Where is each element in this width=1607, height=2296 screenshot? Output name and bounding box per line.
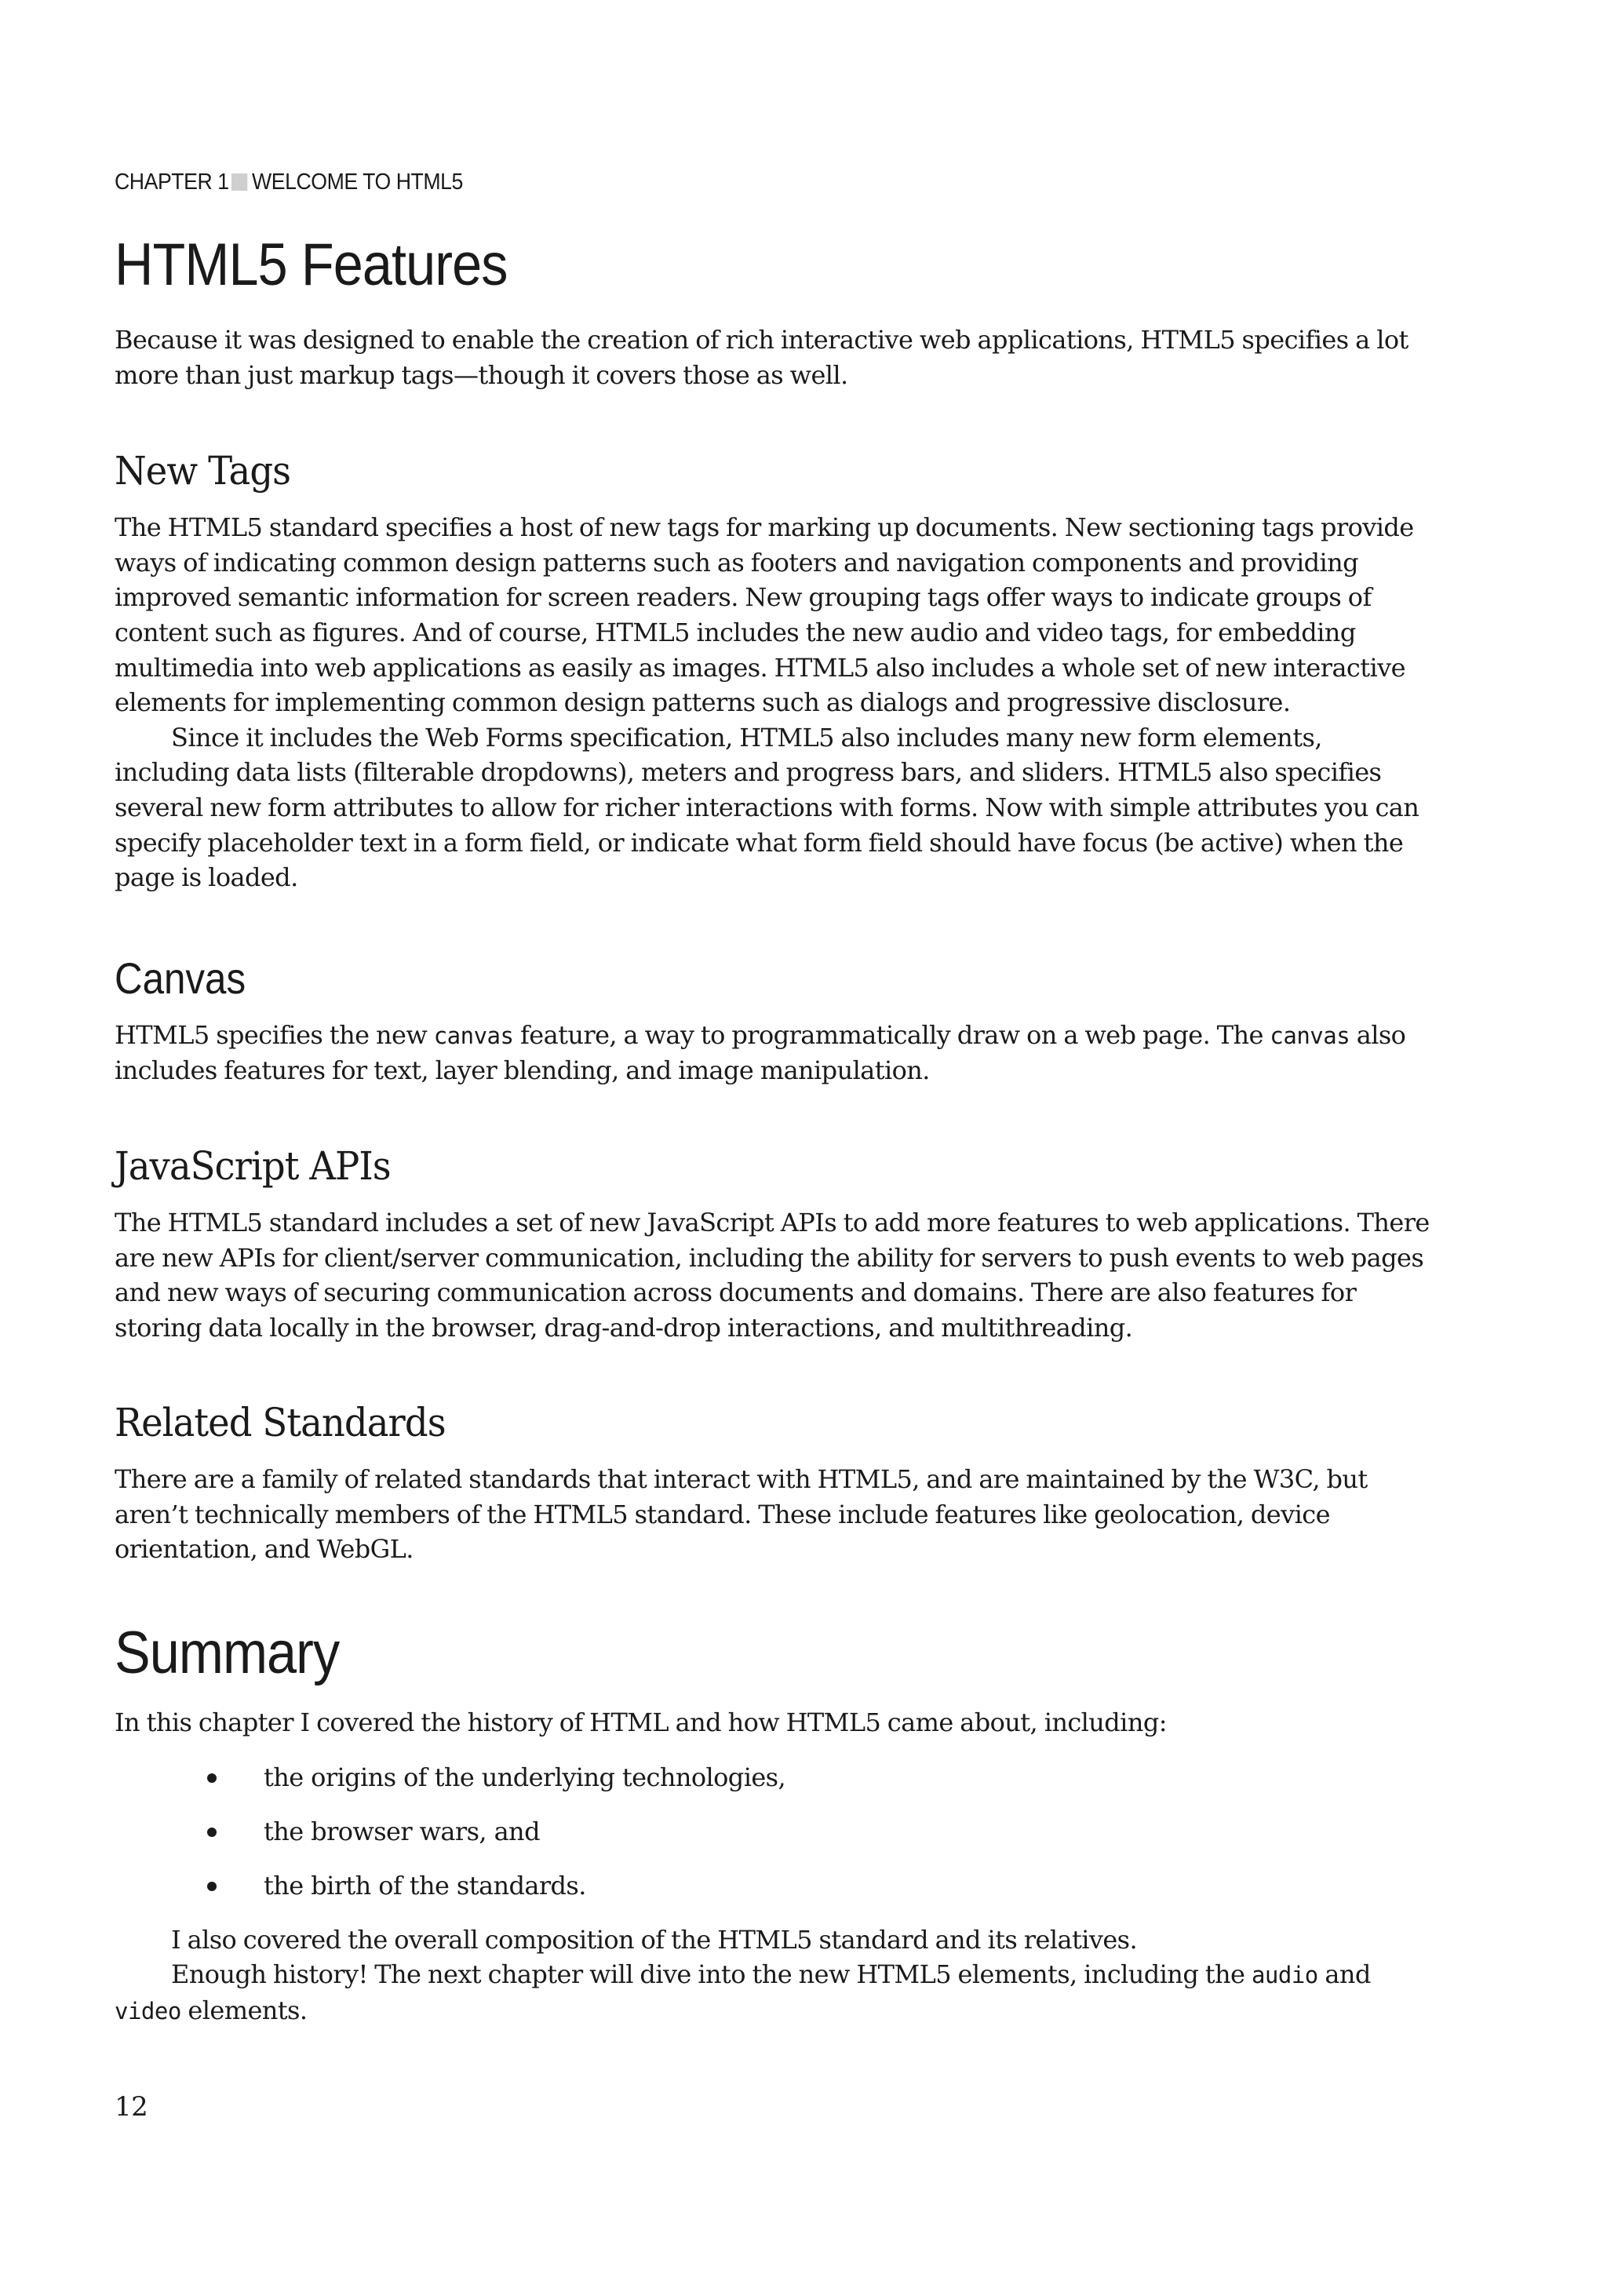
bullet-icon (207, 1882, 217, 1891)
canvas-text-1: HTML5 specifies the new (115, 1019, 434, 1050)
heading-javascript-apis: JavaScript APIs (115, 1143, 391, 1189)
summary-paragraph-3 (115, 1957, 1433, 2028)
summary-intro: In this chapter I covered the history of HTML and how HTML5 came about, including: (115, 1707, 1167, 1738)
chapter-label: CHAPTER 1 (115, 169, 229, 195)
summary-text-3: elements. (180, 1995, 308, 2025)
canvas-code-1: canvas (433, 1022, 514, 1049)
bullet-text: the origins of the underlying technologies, (264, 1762, 786, 1792)
summary-paragraph-2: I also covered the overall composition of the HTML5 standard and its relatives. (171, 1924, 1138, 1955)
canvas-text-3: also includes features for text, layer blending, and image manipulation. (115, 1019, 1406, 1086)
new-tags-paragraph-1: The HTML5 standard specifies a host of new tags for marking up documents. New sectioning tags provide ways of indicating common design patterns such as footers and navigation components and providing improved semantic information for screen readers. New grouping tags offer ways to indicate groups of content such as figures. And of course, HTML5 includes the new audio and video tags, for embedding multimedia into web applications as easily as images. HTML5 also includes a whole set of new interactive elements for implementing common design patterns such as dialogs and progressive disclosure. (115, 512, 1414, 718)
js-apis-paragraph: The HTML5 standard includes a set of new JavaScript APIs to add more features to web applications. There are new APIs for client/server communication, including the ability for servers to push events to web pages and new ways of securing communication across documents and domains. There are also features for storing data locally in the browser, drag-and-drop interactions, and multithreading. (115, 1207, 1430, 1343)
heading-canvas: Canvas (115, 953, 246, 1003)
audio-code: audio (1251, 1962, 1318, 1989)
page-number: 12 (115, 2091, 148, 2123)
bullet-text: the birth of the standards. (264, 1870, 586, 1901)
new-tags-paragraph-2: Since it includes the Web Forms specification, HTML5 also includes many new form elements, including data lists (filterable dropdowns), meters and progress bars, and sliders. HTML5 also specifies several new form attributes to allow for richer interactions with forms. Now with simple attributes you can specify placeholder text in a form field, or indicate what form field should have focus (be active) when the page is loaded. (115, 722, 1419, 893)
video-code: video (115, 1997, 181, 2024)
bullet-icon (207, 1828, 217, 1837)
canvas-text-2: feature, a way to programmatically draw on a web page. The (513, 1019, 1270, 1050)
page-body (115, 231, 1433, 2028)
heading-summary: Summary (115, 1620, 340, 1687)
running-head (115, 169, 463, 195)
list-item (115, 1868, 1433, 1903)
heading-new-tags: New Tags (115, 448, 291, 494)
related-standards-paragraph: There are a family of related standards that interact with HTML5, and are maintained by the W3C, but aren’t technically members of the HTML5 standard. These include features like geolocation, device orientation, and WebGL. (115, 1464, 1368, 1565)
separator-square-icon (231, 173, 247, 191)
heading-html5-features: HTML5 Features (115, 231, 508, 298)
canvas-code-2: canvas (1270, 1022, 1350, 1049)
features-paragraph: Because it was designed to enable the creation of rich interactive web applications, HTML5 specifies a lot more than just markup tags—though it covers those as well. (115, 325, 1408, 390)
list-item (115, 1760, 1433, 1795)
bullet-icon (207, 1773, 217, 1783)
summary-text-1: Enough history! The next chapter will dive into the new HTML5 elements, including the (171, 1959, 1252, 1990)
heading-related-standards: Related Standards (115, 1400, 446, 1446)
summary-bullet-list (115, 1760, 1433, 1903)
summary-text-2: and (1317, 1959, 1371, 1990)
list-item (115, 1814, 1433, 1849)
chapter-title: WELCOME TO HTML5 (252, 169, 463, 195)
bullet-text: the browser wars, and (264, 1816, 540, 1846)
canvas-paragraph (115, 1018, 1433, 1088)
